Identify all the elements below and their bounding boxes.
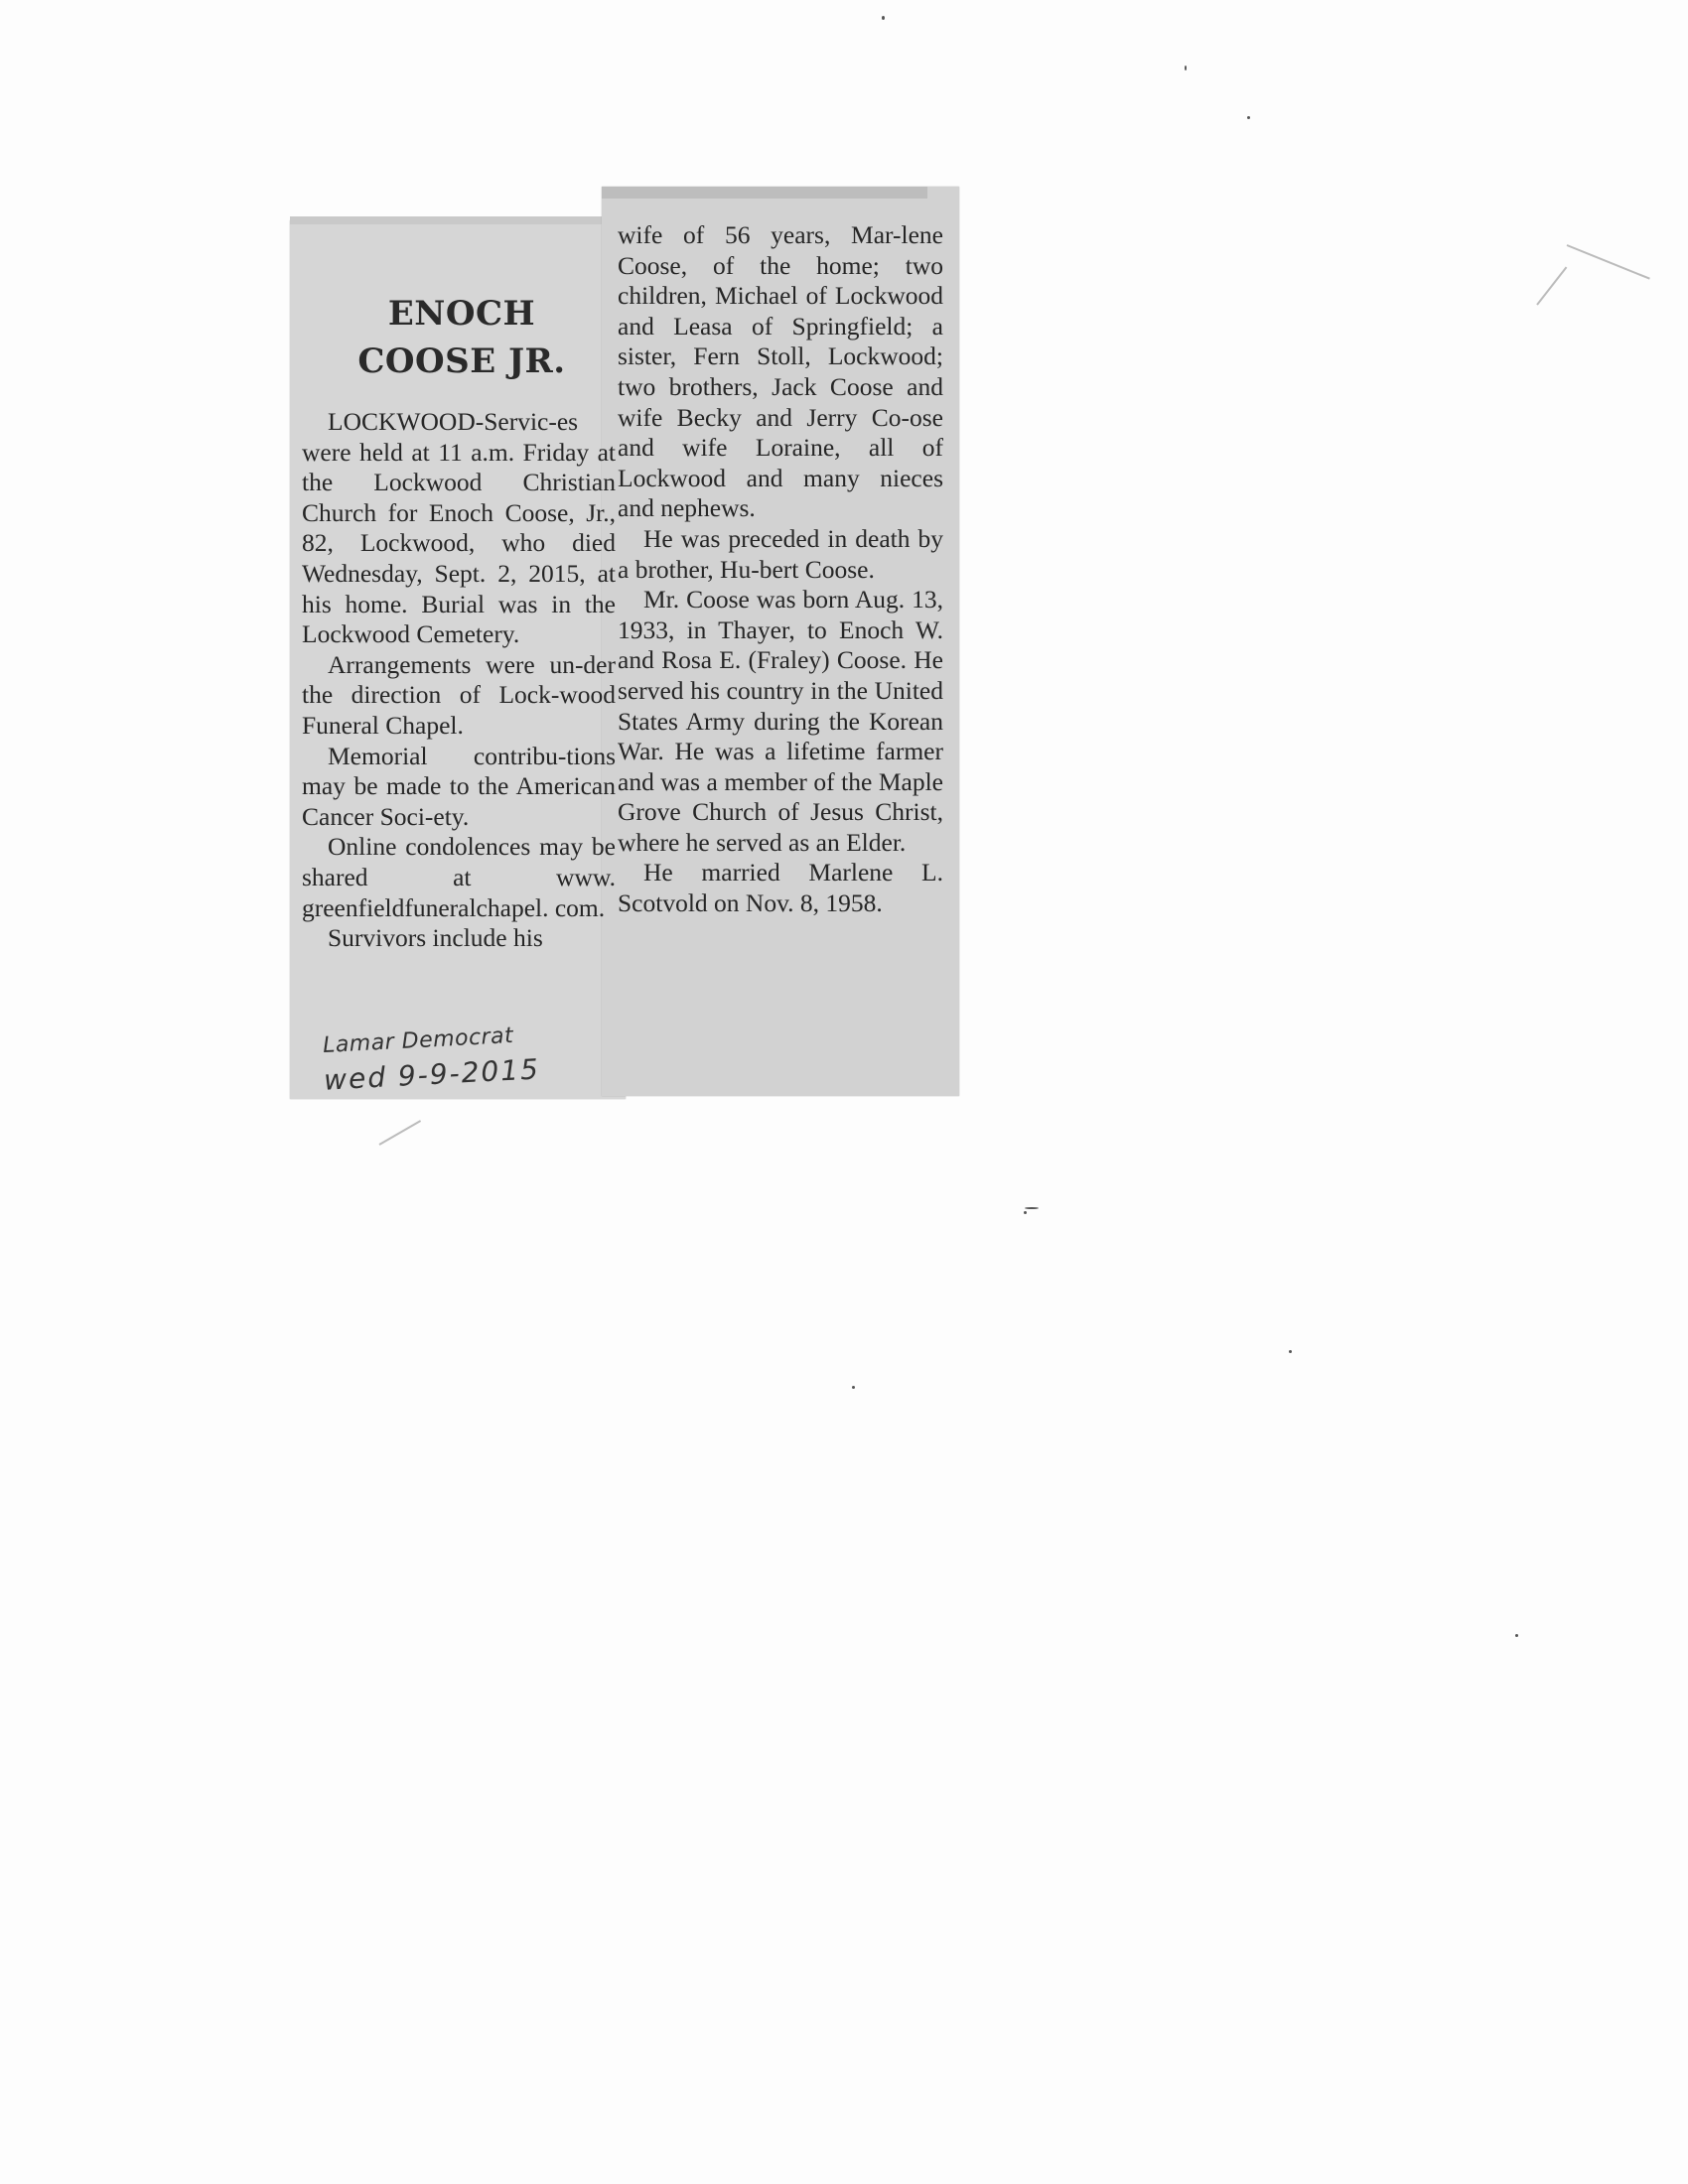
paragraph-memorial: Memorial contribu-tions may be made to the American Cancer Soci-ety. bbox=[302, 741, 616, 831]
scan-scratch bbox=[1536, 267, 1567, 306]
scan-speck bbox=[1289, 1350, 1292, 1353]
paragraph-services: LOCKWOOD-Servic-es were held at 11 a.m. Friday at the Lockwood Christian Church for Enoch Coose, Jr., 82, Lockwood, who died Wednesday, Sept. 2, 2015, at his home. Burial was in the Lockwood Cemetery. bbox=[302, 407, 616, 649]
scan-scratch bbox=[1567, 244, 1650, 280]
handwritten-source-note: Lamar Democrat bbox=[322, 1023, 514, 1059]
obituary-right-column-text bbox=[618, 220, 943, 919]
paragraph-biography: Mr. Coose was born Aug. 13, 1933, in Thayer, to Enoch W. and Rosa E. (Fraley) Coose. He served his country in the United States Army during the Korean War. He was a lifetime farmer and was a member of the Maple Grove Church of Jesus Christ, where he served as an Elder. bbox=[618, 585, 943, 857]
paragraph-condolences: Online condolences may be shared at www. greenfieldfuneralchapel. com. bbox=[302, 832, 616, 922]
clipping-right-edge bbox=[602, 187, 927, 199]
scan-speck bbox=[1025, 1207, 1039, 1209]
scan-speck bbox=[882, 16, 885, 20]
scan-speck bbox=[1515, 1634, 1518, 1637]
headline-line-2: COOSE JR. bbox=[357, 341, 566, 381]
paragraph-preceded: He was preceded in death by a brother, Hu-bert Coose. bbox=[618, 523, 943, 584]
paragraph-survivors-start: Survivors include his bbox=[328, 923, 543, 953]
handwritten-date-note: wed 9-9-2015 bbox=[323, 1052, 541, 1097]
paragraph-arrangements: Arrangements were un-der the direction of Lock-wood Funeral Chapel. bbox=[302, 649, 616, 740]
scan-speck bbox=[1024, 1211, 1027, 1214]
scan-speck bbox=[1247, 116, 1250, 119]
obituary-headline bbox=[318, 290, 606, 385]
scan-speck bbox=[1185, 66, 1187, 70]
clipping-left-edge bbox=[290, 216, 604, 224]
scan-speck bbox=[852, 1386, 855, 1389]
headline-line-1: ENOCH bbox=[387, 294, 536, 334]
paragraph-survivors-continued: wife of 56 years, Mar-lene Coose, of the home; two children, Michael of Lockwood and Leasa of Springfield; a sister, Fern Stoll, Lockwood; two brothers, Jack Coose and wife Becky and Jerry Co-ose and wife Loraine, all of Lockwood and many nieces and nephews. bbox=[618, 220, 943, 523]
paragraph-marriage: He married Marlene L. Scotvold on Nov. 8, 1958. bbox=[618, 858, 943, 918]
obituary-left-column-text bbox=[302, 407, 616, 954]
scan-scratch bbox=[379, 1120, 422, 1146]
